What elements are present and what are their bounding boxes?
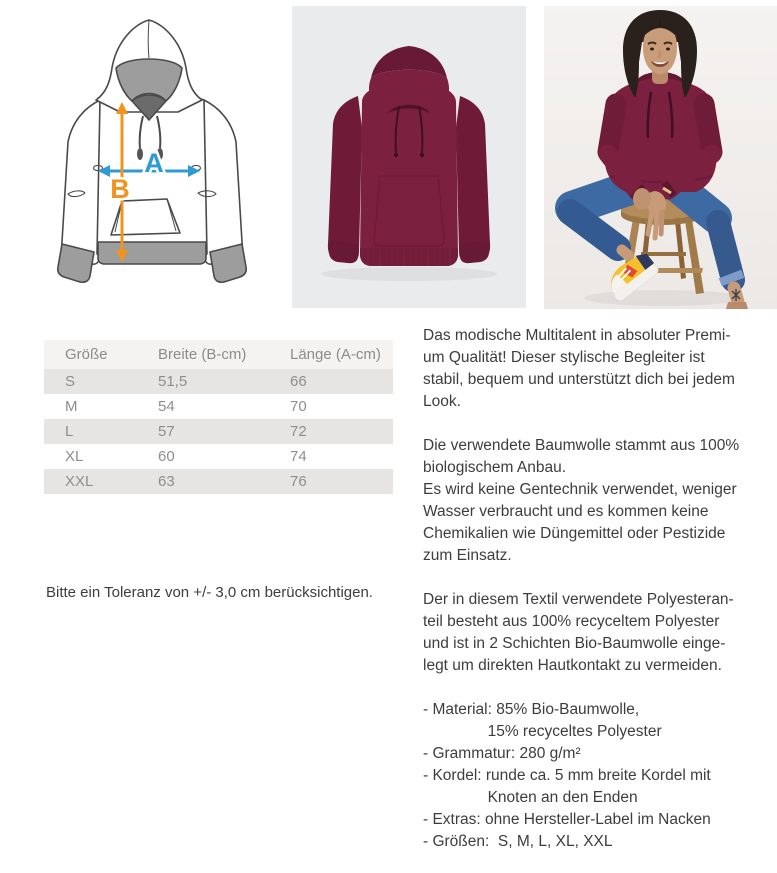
size-table-cell: XXL [65, 473, 94, 490]
size-table-cell: 66 [290, 373, 307, 390]
size-table-cell: 70 [290, 398, 307, 415]
size-table-row [44, 419, 393, 444]
size-table-cell: L [65, 423, 74, 440]
description-paragraph: Das modische Multitalent in absoluter Premi- um Qualität! Dieser stylische Begleiter ist stabil, bequem und unterstützt dich bei jedem Look. [423, 327, 735, 410]
label-b: B [110, 174, 130, 204]
size-table-row [44, 394, 393, 419]
burgundy-hoodie-flat [292, 6, 526, 308]
size-table-cell: 72 [290, 423, 307, 440]
size-table-cell: 76 [290, 473, 307, 490]
size-diagram-image [44, 6, 260, 308]
label-a: A [144, 148, 164, 178]
product-description [423, 325, 777, 873]
size-table-cell: 74 [290, 448, 307, 465]
product-photo-front [292, 6, 526, 308]
size-table-cell: 57 [158, 423, 175, 440]
model-photo [544, 6, 777, 309]
description-paragraph: Der in diesem Textil verwendete Polyesteran- teil besteht aus 100% recyceltem Polyester und ist in 2 Schichten Bio-Baumwolle einge- legt um direkten Hautkontakt zu vermeiden. [423, 591, 734, 674]
size-table-cell: 60 [158, 448, 175, 465]
size-table-cell: XL [65, 448, 84, 465]
size-table-header-row [44, 340, 393, 369]
size-table [44, 340, 393, 494]
size-table-cell: 63 [158, 473, 175, 490]
hoodie-measurement-drawing [44, 6, 260, 308]
size-table-cell: M [65, 398, 78, 415]
size-table-cell: 51,5 [158, 373, 188, 390]
size-table-cell: S [65, 373, 76, 390]
size-table-body [44, 369, 393, 494]
size-table-cell: 54 [158, 398, 175, 415]
description-paragraph: Die verwendete Baumwolle stammt aus 100% biologischem Anbau. Es wird keine Gentechnik verwendet, weniger Wasser verbraucht und es kommen keine Chemikalien wie Düngemittel oder Pestizide zum Einsatz. [423, 437, 740, 564]
tolerance-note: Bitte ein Toleranz von +/- 3,0 cm berücksichtigen. [46, 584, 373, 601]
model-wearing-hoodie [544, 6, 777, 309]
size-table-column-header: Breite (B-cm) [158, 340, 290, 369]
size-table-column-header: Größe [44, 340, 158, 369]
description-paragraph: - Material: 85% Bio-Baumwolle, 15% recyceltes Polyester - Grammatur: 280 g/m² - Kordel: runde ca. 5 mm breite Kordel mit Knoten an den Enden - Extras: ohne Hersteller-Label im Nacken - Größen: S, M, L, XL, XXL [423, 701, 711, 850]
size-table-row [44, 444, 393, 469]
size-table-column-header: Länge (A-cm) [290, 340, 393, 369]
size-table-row [44, 369, 393, 394]
size-table-row [44, 469, 393, 494]
